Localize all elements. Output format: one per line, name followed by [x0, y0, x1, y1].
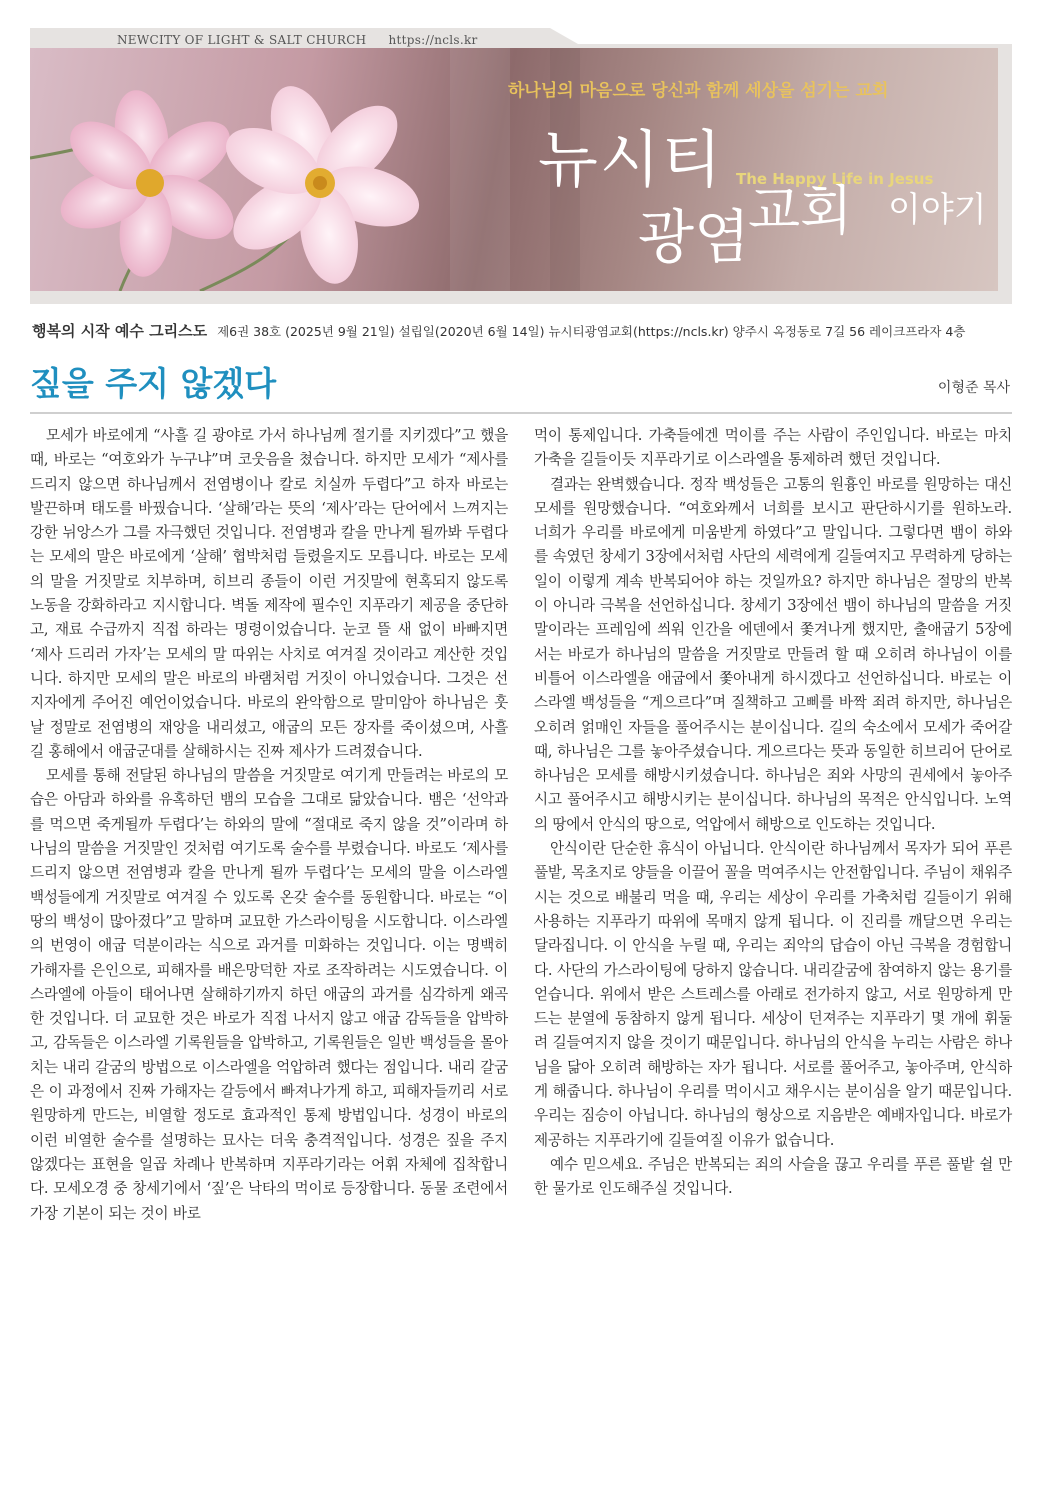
tagline: 하나님의 마음으로 당신과 함께 세상을 섬기는 교회 — [508, 81, 889, 101]
article-author: 이형준 목사 — [937, 380, 1010, 396]
title-part1: 뉴시티 — [538, 123, 724, 196]
church-name-en: NEWCITY OF LIGHT & SALT CHURCH — [117, 33, 367, 47]
article-column-right — [534, 424, 1012, 1202]
info-line — [32, 320, 1012, 341]
title-part3: 교회 — [748, 179, 853, 242]
paragraph: 안식이란 단순한 휴식이 아닙니다. 안식이란 하나님께서 목자가 되어 푸른 풀밭, 목초지로 양들을 이끌어 꼴을 먹여주시는 안전함입니다. 주님이 채워주시는 것으로 배불리 먹을 때, 우리는 세상이 우리를 가축처럼 길들이기 위해 사용하는 지푸라기 따위에 목매지 않게 됩니다. 이 진리를 깨달으면 우리는 달라집니다. 이 안식을 누릴 때, 우리는 죄악의 답습이 아닌 극복을 경험합니다. 사단의 가스라이팅에 당하지 않습니다. 내리갈굼에 참여하지 않는 용기를 얻습니다. 위에서 받은 스트레스를 아래로 전가하지 않고, 서로 원망하게 만드는 분열에 동참하지 않게 됩니다. 세상이 던져주는 지푸라기 몇 개에 휘둘려 길들여지지 않을 것이기 때문입니다. 하나님의 안식을 누리는 사람은 하나님을 닮아 오히려 해방하는 자가 됩니다. 서로를 풀어주고, 놓아주며, 안식하게 해줍니다. 하나님이 우리를 먹이시고 채우시는 분이심을 알기 때문입니다. 우리는 짐승이 아닙니다. 하나님의 형상으로 지음받은 예배자입니다. 바로가 제공하는 지푸라기에 길들여질 이유가 없습니다. — [534, 840, 1012, 1149]
paragraph: 모세가 바로에게 “사흘 길 광야로 가서 하나님께 절기를 지키겠다”고 했을 때, 바로는 “여호와가 누구냐”며 코웃음을 쳤습니다. 하지만 모세가 “제사를 드리지 않으면 하나님께서 전염병이나 칼로 치실까 두렵다”고 하자 바로는 발끈하며 태도를 바꿨습니다. ‘살해’라는 뜻의 ‘제사’라는 단어에서 느껴지는 강한 뉘앙스가 그를 자극했던 것입니다. 전염병과 칼을 만나게 될까봐 두렵다는 모세의 말은 바로에게 ‘살해’ 협박처럼 들렸을지도 모릅니다. 바로는 모세의 말을 거짓말로 치부하며, 히브리 종들이 이런 거짓말에 현혹되지 않도록 노동을 강화하라고 지시합니다. 벽돌 제작에 필수인 지푸라기 제공을 중단하고, 재료 수급까지 직접 하라는 명령이었습니다. 눈코 뜰 새 없이 바빠지면 ‘제사 드리러 가자’는 모세의 말 따위는 사치로 여겨질 것이라고 계산한 것입니다. 하지만 모세의 말은 바로의 바램처럼 거짓이 아니었습니다. 그것은 선지자에게 주어진 예언이었습니다. 바로의 완악함으로 말미암아 하나님은 훗날 정말로 전염병의 재앙을 내리셨고, 애굽의 모든 장자를 죽이셨으며, 사흘 길 홍해에서 애굽군대를 살해하시는 진짜 제사가 드려졌습니다. — [30, 427, 508, 760]
paragraph: 모세를 통해 전달된 하나님의 말씀을 거짓말로 여기게 만들려는 바로의 모습은 아담과 하와를 유혹하던 뱀의 모습을 그대로 닮았습니다. 뱀은 ‘선악과를 먹으면 죽게될까 두렵다’는 하와의 말에 “절대로 죽지 않을 것”이라며 하나님의 말씀을 거짓말인 것처럼 여기도록 술수를 부렸습니다. 바로도 ‘제사를 드리지 않으면 전염병과 칼을 만나게 될까 두렵다’는 모세의 말을 이스라엘 백성들에게 거짓말로 여겨질 수 있도록 온갖 술수를 동원합니다. 바로는 “이 땅의 백성이 많아졌다”고 말하며 교묘한 가스라이팅을 시도합니다. 이스라엘의 번영이 애굽 덕분이라는 식으로 과거를 미화하는 것입니다. 이는 명백히 가해자를 은인으로, 피해자를 배은망덕한 자로 조작하려는 시도였습니다. 이스라엘에 아들이 태어나면 살해하기까지 하던 애굽의 과거를 심각하게 왜곡한 것입니다. 더 교묘한 것은 바로가 직접 나서지 않고 애굽 감독들을 압박하고, 감독들은 이스라엘 기록원들을 압박하고, 기록원들은 일반 백성들을 몰아치는 내리 갈굼의 방법으로 이스라엘을 억압하려 했다는 점입니다. 내리 갈굼은 이 과정에서 진짜 가해자는 갈등에서 빠져나가게 하고, 피해자들끼리 서로 원망하게 만드는, 비열할 정도로 효과적인 통제 방법입니다. 성경이 바로의 이런 비열한 술수를 설명하는 묘사는 더욱 충격적입니다. 성경은 짚을 주지 않겠다는 표현을 일곱 차례나 반복하며 지푸라기라는 어휘 자체에 집착합니다. 모세오경 중 창세기에서 ‘짚’은 낙타의 먹이로 등장합니다. 동물 조련에서 가장 기본이 되는 것이 바로 — [30, 767, 508, 1222]
issue-meta: 제6권 38호 (2025년 9월 21일) 설립일(2020년 6월 14일) 뉴시티광염교회(https://ncls.kr) 양주시 옥정동로 7길 56 레이크프라자 4층 — [217, 324, 966, 339]
title-part2: 광염 — [638, 203, 751, 271]
title-divider — [30, 412, 1012, 414]
slogan: 행복의 시작 예수 그리스도 — [32, 322, 208, 340]
paragraph: 예수 믿으세요. 주님은 반복되는 죄의 사슬을 끊고 우리를 푸른 풀밭 쉴 만한 물가로 인도해주실 것입니다. — [534, 1155, 1012, 1198]
article-column-left — [30, 424, 508, 1226]
paragraph-continued: 먹이 통제입니다. 가축들에겐 먹이를 주는 사람이 주인입니다. 바로는 마치 가축을 길들이듯 지푸라기로 이스라엘을 통제하려 했던 것입니다. — [534, 427, 1012, 469]
paragraph: 결과는 완벽했습니다. 정작 백성들은 고통의 원흉인 바로를 원망하는 대신 모세를 원망했습니다. “여호와께서 너희를 보시고 판단하시기를 원하노라. 너희가 우리를 바로에게 미움받게 하였다”고 말입니다. 그렇다면 뱀이 하와를 속였던 창세기 3장에서처럼 사단의 세력에게 길들여지고 무력하게 당하는 일이 이렇게 계속 반복되어야 하는 것일까요? 하지만 하나님은 절망의 반복이 아니라 극복을 선언하십니다. 창세기 3장에선 뱀이 하나님의 말씀을 거짓말이라는 프레임에 씌워 인간을 에덴에서 쫓겨나게 했지만, 출애굽기 5장에서는 바로가 하나님의 말씀을 거짓말로 만들려 할 때 오히려 하나님이 이를 비틀어 이스라엘을 애굽에서 쫓아내게 하시겠다고 선언하십니다. 바로는 이스라엘 백성들을 “게으르다”며 질책하고 고삐를 바짝 죄려 하지만, 하나님은 오히려 얽매인 자들을 풀어주시는 분이십니다. 길의 숙소에서 모세가 죽어갈 때, 하나님은 그를 놓아주셨습니다. 게으르다는 뜻과 동일한 히브리어 단어로 하나님은 모세를 해방시키셨습니다. 하나님은 죄와 사망의 권세에서 놓아주시고 풀어주시고 해방시키는 분이십니다. 하나님의 목적은 안식입니다. 노역의 땅에서 안식의 땅으로, 억압에서 해방으로 인도하는 것입니다. — [534, 475, 1012, 833]
subtitle-en: The Happy Life in Jesus — [736, 170, 934, 188]
church-name-line — [117, 33, 478, 47]
article-title: 짚을 주지 않겠다 — [30, 364, 277, 403]
title-part4: 이야기 — [888, 190, 987, 230]
church-url[interactable]: https://ncls.kr — [388, 33, 478, 47]
